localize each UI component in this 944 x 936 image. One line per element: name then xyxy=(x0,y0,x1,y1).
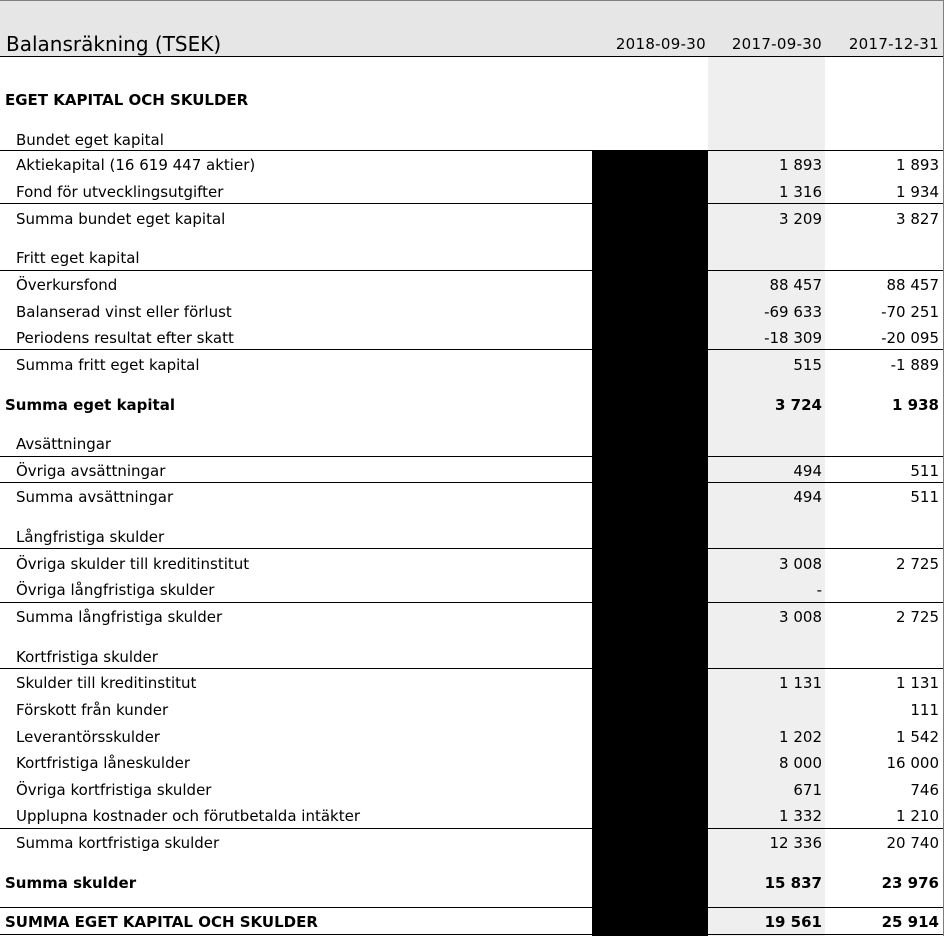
value-2017-09-30: 15 837 xyxy=(764,874,822,892)
row-label: Upplupna kostnader och förutbetalda intäkter xyxy=(16,807,360,825)
value-2017-12-31: -1 889 xyxy=(890,356,939,374)
table-row xyxy=(0,524,944,550)
value-2017-09-30: 671 xyxy=(793,781,822,799)
table-row xyxy=(0,830,944,856)
table-row xyxy=(0,179,944,205)
divider xyxy=(0,548,944,549)
divider xyxy=(0,203,944,204)
value-2017-09-30: 1 202 xyxy=(779,728,822,746)
column-header-2018-09-30: 2018-09-30 xyxy=(615,35,706,53)
row-label: Summa kortfristiga skulder xyxy=(16,834,220,852)
row-label: Kortfristiga låneskulder xyxy=(16,754,191,772)
row-label: Övriga långfristiga skulder xyxy=(16,581,215,599)
value-2017-12-31: -70 251 xyxy=(881,303,939,321)
table-row xyxy=(0,577,944,603)
value-2017-12-31: 511 xyxy=(910,488,939,506)
row-label: Förskott från kunder xyxy=(16,701,169,719)
table-row xyxy=(0,604,944,630)
value-2017-09-30: 8 000 xyxy=(779,754,822,772)
row-label: Summa eget kapital xyxy=(5,396,175,414)
row-label: Summa skulder xyxy=(5,874,137,892)
value-2017-09-30: 515 xyxy=(793,356,822,374)
value-2017-12-31: 511 xyxy=(910,462,939,480)
value-2017-09-30: -18 309 xyxy=(764,329,822,347)
value-2017-09-30: -69 633 xyxy=(764,303,822,321)
value-2017-09-30: 12 336 xyxy=(769,834,822,852)
table-row xyxy=(0,458,944,484)
row-label: Leverantörsskulder xyxy=(16,728,160,746)
divider xyxy=(0,828,944,829)
value-2017-09-30: 494 xyxy=(793,462,822,480)
row-label: Summa bundet eget kapital xyxy=(16,210,226,228)
table-row xyxy=(0,724,944,750)
value-2017-09-30: 3 209 xyxy=(779,210,822,228)
value-2017-12-31: -20 095 xyxy=(881,329,939,347)
value-2017-12-31: 1 542 xyxy=(896,728,939,746)
value-2017-09-30: 3 008 xyxy=(779,608,822,626)
divider xyxy=(0,270,944,271)
row-label: SUMMA EGET KAPITAL OCH SKULDER xyxy=(5,913,318,931)
column-header-2017-12-31: 2017-12-31 xyxy=(848,35,939,53)
row-label: Överkursfond xyxy=(16,276,118,294)
table-row xyxy=(0,152,944,178)
table-row xyxy=(0,392,944,418)
section-heading: EGET KAPITAL OCH SKULDER xyxy=(5,91,249,109)
divider xyxy=(0,150,944,151)
value-2017-12-31: 111 xyxy=(910,701,939,719)
row-label: Skulder till kreditinstitut xyxy=(16,674,197,692)
row-label: Aktiekapital (16 619 447 aktier) xyxy=(16,156,256,174)
row-label: Summa avsättningar xyxy=(16,488,174,506)
divider xyxy=(0,934,944,935)
table-row xyxy=(0,750,944,776)
value-2017-12-31: 2 725 xyxy=(896,608,939,626)
value-2017-12-31: 3 827 xyxy=(896,210,939,228)
table-row xyxy=(0,551,944,577)
table-row xyxy=(0,87,944,113)
table-row xyxy=(0,431,944,457)
value-2017-09-30: - xyxy=(816,581,822,599)
divider xyxy=(0,668,944,669)
value-2017-12-31: 1 131 xyxy=(896,674,939,692)
value-2017-09-30: 1 131 xyxy=(779,674,822,692)
table-row xyxy=(0,697,944,723)
table-row xyxy=(0,245,944,271)
row-label: Övriga kortfristiga skulder xyxy=(16,781,212,799)
divider xyxy=(0,349,944,350)
value-2017-12-31: 1 893 xyxy=(896,156,939,174)
value-2017-12-31: 1 934 xyxy=(896,183,939,201)
value-2017-12-31: 2 725 xyxy=(896,555,939,573)
table-row xyxy=(0,803,944,829)
table-row xyxy=(0,325,944,351)
value-2017-12-31: 20 740 xyxy=(886,834,939,852)
divider xyxy=(0,907,944,908)
table-row xyxy=(0,352,944,378)
divider xyxy=(0,602,944,603)
value-2017-12-31: 25 914 xyxy=(881,913,939,931)
value-2017-09-30: 1 316 xyxy=(779,183,822,201)
row-label: Summa fritt eget kapital xyxy=(16,356,200,374)
row-label: Fritt eget kapital xyxy=(16,249,140,267)
divider xyxy=(0,456,944,457)
table-row xyxy=(0,777,944,803)
row-label: Långfristiga skulder xyxy=(16,528,165,546)
value-2017-12-31: 746 xyxy=(910,781,939,799)
value-2017-12-31: 23 976 xyxy=(881,874,939,892)
table-row xyxy=(0,909,944,935)
column-header-2017-09-30: 2017-09-30 xyxy=(731,35,822,53)
row-label: Fond för utvecklingsutgifter xyxy=(16,183,224,201)
value-2017-12-31: 16 000 xyxy=(886,754,939,772)
row-label: Kortfristiga skulder xyxy=(16,648,158,666)
table-row xyxy=(0,870,944,896)
value-2017-12-31: 1 938 xyxy=(892,396,939,414)
table-header xyxy=(0,0,944,57)
table-row xyxy=(0,272,944,298)
divider xyxy=(0,482,944,483)
row-label: Periodens resultat efter skatt xyxy=(16,329,234,347)
value-2017-09-30: 494 xyxy=(793,488,822,506)
table-row xyxy=(0,670,944,696)
row-label: Avsättningar xyxy=(16,435,112,453)
row-label: Summa långfristiga skulder xyxy=(16,608,223,626)
value-2017-09-30: 88 457 xyxy=(769,276,822,294)
table-row xyxy=(0,206,944,232)
table-title: Balansräkning (TSEK) xyxy=(6,32,222,56)
row-label: Bundet eget kapital xyxy=(16,131,164,149)
value-2017-12-31: 1 210 xyxy=(896,807,939,825)
table-row xyxy=(0,299,944,325)
row-label: Övriga skulder till kreditinstitut xyxy=(16,555,250,573)
table-row xyxy=(0,484,944,510)
row-label: Övriga avsättningar xyxy=(16,462,166,480)
row-label: Balanserad vinst eller förlust xyxy=(16,303,232,321)
value-2017-09-30: 3 724 xyxy=(775,396,822,414)
value-2017-09-30: 19 561 xyxy=(764,913,822,931)
value-2017-09-30: 1 893 xyxy=(779,156,822,174)
table-row xyxy=(0,644,944,670)
value-2017-09-30: 3 008 xyxy=(779,555,822,573)
value-2017-12-31: 88 457 xyxy=(886,276,939,294)
value-2017-09-30: 1 332 xyxy=(779,807,822,825)
